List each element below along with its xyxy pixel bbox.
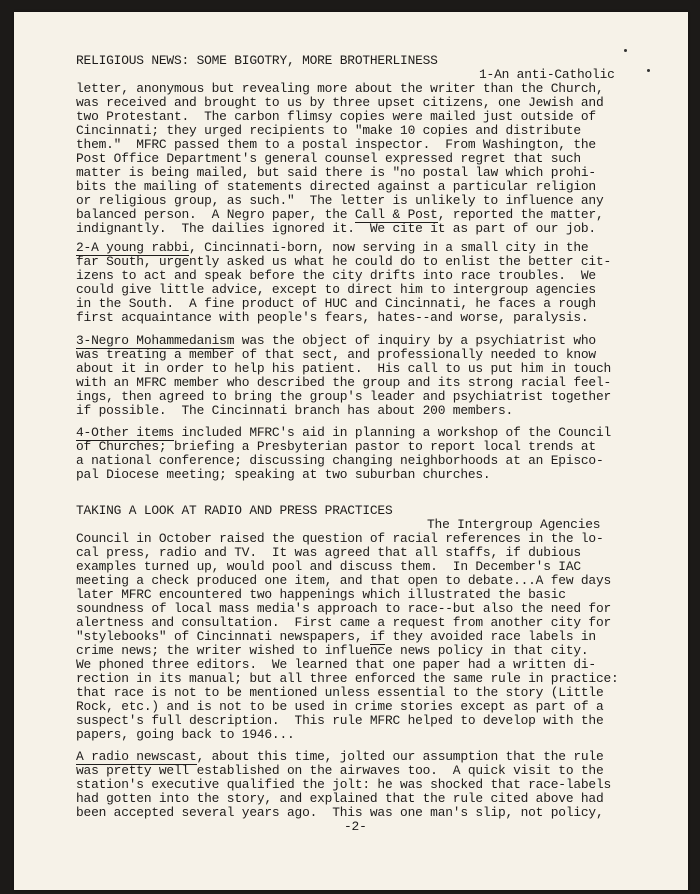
paragraph-line: them." MFRC passed them to a postal inspector. From Washington, the <box>76 137 596 152</box>
underlined-newspaper-title: Call & Post <box>354 207 438 222</box>
paragraph-line <box>76 629 596 644</box>
paragraph-line: izens to act and speak before the city drifts into race troubles. We <box>76 268 596 283</box>
page-number: -2- <box>344 819 367 834</box>
paragraph-line: suspect's full description. This rule MFRC helped to develop with the <box>76 713 604 728</box>
paragraph-line <box>76 333 596 348</box>
paragraph-line: was pretty well established on the airwaves too. A quick visit to the <box>76 763 604 778</box>
paragraph-line: indignantly. The dailies ignored it. We cite it as part of our job. <box>76 221 596 236</box>
underlined-lead: A radio newscast <box>76 749 197 764</box>
paragraph-line: Rock, etc.) and is not to be used in crime stories except as part of a <box>76 699 604 714</box>
underlined-lead: 2-A young rabbi <box>76 240 190 255</box>
paragraph-line: later MFRC encountered two happenings which illustrated the basic <box>76 587 566 602</box>
section-heading-radio-press: TAKING A LOOK AT RADIO AND PRESS PRACTICES <box>76 503 393 518</box>
text-run: balanced person. A Negro paper, the <box>76 207 355 222</box>
text-run: "stylebooks" of Cincinnati newspapers, <box>76 629 370 644</box>
paragraph-line: was received and brought to us by three upset citizens, one Jewish and <box>76 95 604 110</box>
paragraph-line: 1-An anti-Catholic <box>479 67 615 82</box>
paragraph-line: far South, urgently asked us what he could do to enlist the better cit- <box>76 254 612 269</box>
ink-speck <box>647 69 650 72</box>
paragraph-line <box>76 425 611 440</box>
paragraph-line: about it in order to help his patient. His call to us put him in touch <box>76 361 612 376</box>
paragraph-line: of Churches; briefing a Presbyterian pastor to report local trends at <box>76 439 596 454</box>
paragraph-line: We phoned three editors. We learned that one paper had a written di- <box>76 657 596 672</box>
paragraph-line: two Protestant. The carbon flimsy copies were mailed just outside of <box>76 109 596 124</box>
text-run: , reported the matter, <box>437 207 604 222</box>
text-run: , about this time, jolted our assumption that the rule <box>196 749 604 764</box>
text-run: was the object of inquiry by a psychiatrist who <box>234 333 596 348</box>
paragraph-line: station's executive qualified the jolt: he was shocked that race-labels <box>76 777 612 792</box>
paragraph-line: bits the mailing of statements directed against a particular religion <box>76 179 596 194</box>
underlined-lead: 4-Other items <box>76 425 174 440</box>
paragraph-line: could give little advice, except to direct him to intergroup agencies <box>76 282 596 297</box>
paragraph-line: Council in October raised the question of racial references in the lo- <box>76 531 604 546</box>
paragraph-line: matter is being mailed, but said there is "no postal law which prohi- <box>76 165 596 180</box>
paragraph-line: that race is not to be mentioned unless essential to the story (Little <box>76 685 604 700</box>
paragraph-line <box>76 749 604 764</box>
paragraph-line: crime news; the writer wished to influence news policy in that city. <box>76 643 589 658</box>
paragraph-line: alertness and consultation. First came a request from another city for <box>76 615 612 630</box>
paragraph-line: ings, then agreed to bring the group's leader and psychiatrist together <box>76 389 612 404</box>
paragraph-line: if possible. The Cincinnati branch has about 200 members. <box>76 403 514 418</box>
text-run: included MFRC's aid in planning a workshop of the Council <box>173 425 612 440</box>
paragraph-line: meeting a check produced one item, and that open to debate...A few days <box>76 573 612 588</box>
ink-speck <box>624 49 627 52</box>
paragraph-line: examples turned up, would pool and discuss them. In December's IAC <box>76 559 581 574</box>
underlined-word: if <box>369 629 385 644</box>
paragraph-line: soundness of local mass media's approach to race--but also the need for <box>76 601 612 616</box>
paragraph-line: had gotten into the story, and explained that the rule cited above had <box>76 791 604 806</box>
paragraph-line <box>76 240 588 255</box>
paragraph-line <box>76 207 604 222</box>
paragraph-line: or religious group, as such." The letter is unlikely to influence any <box>76 193 604 208</box>
paragraph-line: Post Office Department's general counsel expressed regret that such <box>76 151 581 166</box>
paragraph-line: letter, anonymous but revealing more about the writer than the Church, <box>76 81 604 96</box>
paragraph-line: was treating a member of that sect, and professionally needed to know <box>76 347 596 362</box>
paragraph-line: been accepted several years ago. This was one man's slip, not policy, <box>76 805 604 820</box>
paragraph-line: cal press, radio and TV. It was agreed that all staffs, if dubious <box>76 545 581 560</box>
paragraph-line: in the South. A fine product of HUC and Cincinnati, he faces a rough <box>76 296 596 311</box>
paragraph-line: pal Diocese meeting; speaking at two suburban churches. <box>76 467 491 482</box>
paragraph-line: a national conference; discussing changing neighborhoods at an Episco- <box>76 453 604 468</box>
text-run: , Cincinnati-born, now serving in a small city in the <box>189 240 589 255</box>
paragraph-line: papers, going back to 1946... <box>76 727 295 742</box>
section-heading-religious-news: RELIGIOUS NEWS: SOME BIGOTRY, MORE BROTHERLINESS <box>76 53 438 68</box>
paragraph-line: rection in its manual; but all three enforced the same rule in practice: <box>76 671 619 686</box>
paragraph-line: Cincinnati; they urged recipients to "make 10 copies and distribute <box>76 123 581 138</box>
paragraph-line: with an MFRC member who described the group and its strong racial feel- <box>76 375 612 390</box>
paragraph-line: first acquaintance with people's fears, hates--and worse, paralysis. <box>76 310 589 325</box>
paragraph-line: The Intergroup Agencies <box>427 517 601 532</box>
text-run: they avoided race labels in <box>384 629 596 644</box>
underlined-lead: 3-Negro Mohammedanism <box>76 333 235 348</box>
